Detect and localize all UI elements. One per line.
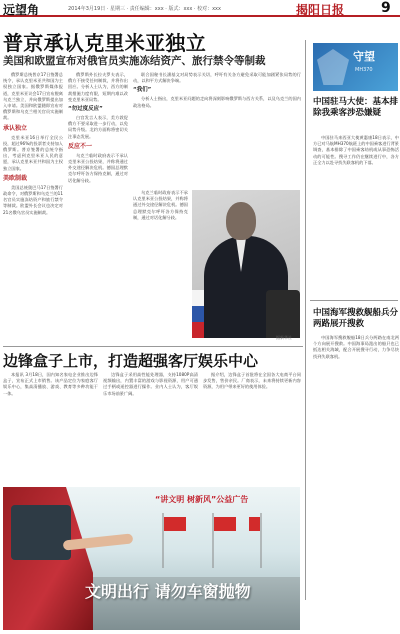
lead-col4-paragraph: 乌克兰临时政府表示不承认克里米亚公投结果，并称将通过外交途径解决危机。德国总理默克尔呼吁各方保持克制，通过对话化解分歧。 — [133, 190, 188, 220]
lead-headline: 普京承认克里米亚独立 — [3, 31, 206, 55]
second-column-1 — [3, 372, 98, 482]
lead-col1-subtitle-2: 美欧制裁 — [3, 174, 28, 182]
lead-col2-pull-quote: “勿过度反应” — [68, 106, 103, 113]
sidebar-story-1-paragraph: 中国驻马来西亚大使黄惠康18日表示，中方已对马航MH370航班上的中国乘客进行背景调查，基本排除了中国乘客劫机或从事恐怖活动的可能性。搜寻工作仍在继续进行中，各方正全力以赴寻找失联客机的下落。 — [313, 135, 399, 165]
column-divider — [305, 40, 306, 600]
lead-col2-paragraph-2: 白宫发言人表示，美方敦促俄方不要采取进一步行动，以免局势升级。北约方面称将密切关注事态发展。 — [68, 115, 128, 139]
aircraft-emblem-icon — [317, 49, 349, 85]
lead-col3-pull-quote: “我们” — [133, 87, 152, 94]
sidebar-story-1-body — [313, 135, 399, 295]
newspaper-logo: 揭阳日报 — [296, 3, 345, 17]
section-divider — [3, 346, 303, 347]
sidebar-banner-subtitle: MH370 — [355, 67, 373, 73]
second-column-2 — [103, 372, 198, 482]
lead-col2-paragraph-3: 乌克兰临时政府表示不承认克里米亚公投结果，并称将通过外交途径解决危机。德国总理默克尔呼吁各方保持克制，通过对话化解分歧。 — [68, 152, 128, 183]
lead-col3-paragraph: 联合国秘书长潘基文对局势表示关切，呼吁有关各方避免采取可能加剧紧张局势的行动，以和平方式解决争端。 — [133, 72, 301, 84]
masthead — [0, 0, 400, 17]
second-headline: 边锋盒子上市，打造超强客厅娱乐中心 — [3, 352, 259, 370]
person-head — [226, 202, 256, 240]
public-service-ad — [3, 487, 300, 630]
ad-campaign-title: “讲文明 树新风”公益广告 — [155, 495, 249, 504]
lead-subhead: 美国和欧盟宣布对俄官员实施冻结资产、旅行禁令等制裁 — [3, 55, 266, 67]
sidebar-banner-title: 守望 — [353, 50, 375, 63]
sidebar-story-1-title: 中国驻马大使：基本排除我乘客涉恐嫌疑 — [313, 97, 399, 118]
second-col1-paragraph: 本报讯 3月18日，国内知名家电企业推出边锋盒子，宣布正式上市销售。该产品定位为家庭客厅娱乐中心，集高清播放、游戏、教育等多种功能于一体。 — [3, 372, 98, 396]
second-col2-paragraph: 边锋盒子采用高性能处理器，支持1080P高清视频输出，内置丰富的游戏与影视资源，用户可通过手柄或遥控器进行操作。业内人士认为，客厅娱乐市场前景广阔。 — [103, 372, 198, 396]
car-window — [11, 505, 71, 560]
second-column-3 — [203, 372, 301, 482]
lead-col1-paragraph-3: 美国总统奥巴马17日签署行政命令，对俄罗斯和乌克兰的11名官员实施冻结资产和旅行禁令等制裁。欧盟外长会议也决定对21名俄乌官员实施制裁。 — [3, 184, 63, 215]
lead-column-3 — [133, 72, 301, 187]
issue-line: 2014年3月19日 · 星期三 · 责任编辑：xxx · 版式：xxx · 校对：xxx — [68, 6, 221, 12]
flags-icon — [153, 513, 273, 568]
second-col3-paragraph: 据介绍，边锋盒子首批将在全国各大电商平台同步发售，售价亲民。厂商表示，未来将持续更新内容资源，为用户带来更好的使用体验。 — [203, 372, 301, 390]
lead-column-1 — [3, 72, 63, 342]
lead-col1-paragraph-2: 克里米亚16日举行全民公投，超过96%的投票者支持加入俄罗斯。普京签署的总统令指出，考虑到克里米亚人民的意愿，承认克里米亚共和国为主权独立国家。 — [3, 134, 63, 171]
podium — [266, 290, 300, 338]
lead-column-4 — [133, 190, 188, 340]
lead-column-2 — [68, 72, 128, 342]
lead-col2-paragraph: 俄罗斯外长拉夫罗夫表示，俄方不接受任何制裁，并将作出回应。分析人士认为，西方的制裁措施力度有限，短期内难以改变克里米亚局势。 — [68, 72, 128, 102]
lead-col1-subtitle: 承认独立 — [3, 124, 28, 132]
lead-col1-paragraph: 俄罗斯总统普京17日签署总统令，承认克里米亚共和国为主权独立国家。据俄罗斯媒体报道，克里米亚议会17日宣布脱离乌克兰独立，并向俄罗斯提出加入申请。美国和欧盟随即宣布对俄罗斯和乌克兰相关官员实施制裁。 — [3, 72, 63, 121]
sidebar-story-2-paragraph: 中国海军搜救舰船18日兵分两路在南北两个方向展开搜救。中国海事局派出的船只也已抵达相关海域，配合开展搜寻行动，力争尽快找到失联客机。 — [313, 335, 399, 359]
lead-col3-paragraph-2: 分析人士指出，克里米亚问题的走向将深刻影响俄罗斯与西方关系，以及乌克兰的国内政治格局。 — [133, 96, 301, 108]
lead-photo — [192, 190, 300, 338]
sidebar-story-2-title: 中国海军搜救舰船兵分两路展开搜救 — [313, 308, 399, 329]
sidebar-divider — [310, 300, 398, 301]
photo-credit: 据新华社 — [276, 335, 292, 340]
page-number: 9 — [381, 0, 391, 16]
section-name: 远望角 — [3, 3, 40, 17]
lead-col2-subtitle: 反应不一 — [68, 142, 93, 150]
ad-slogan: 文明出行 请勿车窗抛物 — [85, 582, 251, 601]
sidebar-banner — [313, 43, 398, 91]
sidebar-story-2-body — [313, 335, 399, 605]
